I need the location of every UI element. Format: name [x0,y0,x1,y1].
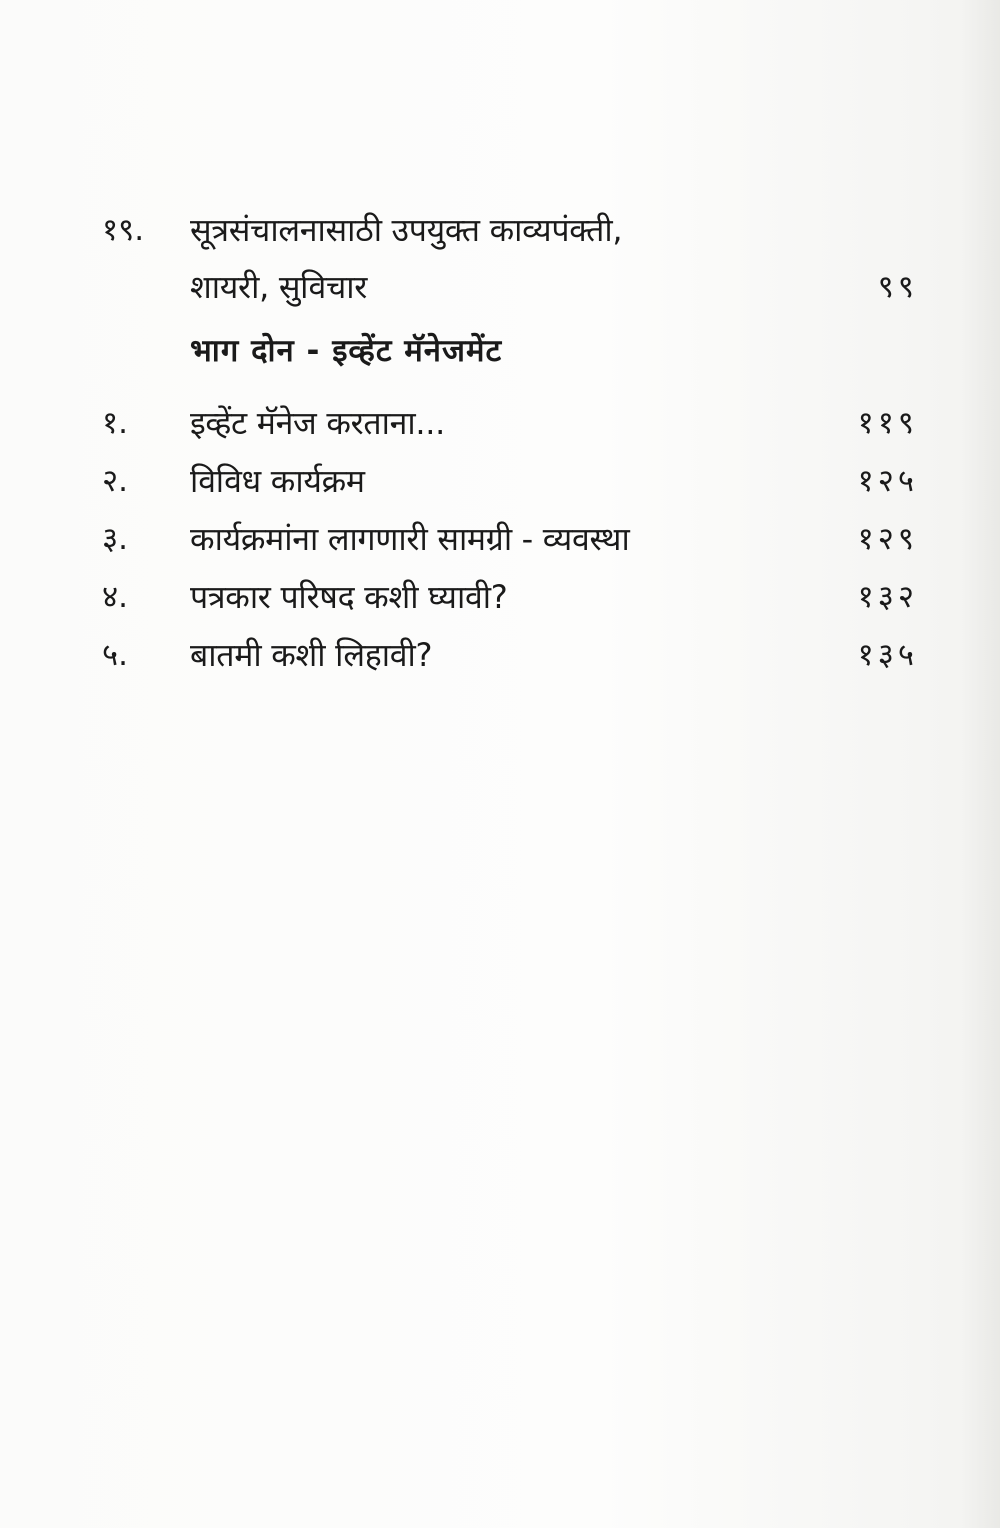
toc-entry-number: २. [102,463,128,499]
toc-entry-title: कार्यक्रमांना लागणारी सामग्री - व्यवस्था [190,520,630,558]
toc-entry [0,572,1000,622]
toc-entry-number: ५. [102,637,128,673]
toc-entry [0,514,1000,564]
toc-entry-title: सूत्रसंचालनासाठी उपयुक्त काव्यपंक्ती, [190,211,623,249]
toc-entry-page: १३२ [857,579,918,615]
toc-entry-number: ३. [102,521,128,557]
toc-entry-title-continued: शायरी, सुविचार [190,268,368,306]
toc-entry-title: इव्हेंट मॅनेज करताना... [190,404,446,442]
section-heading: भाग दोन - इव्हेंट मॅनेजमेंट [190,333,503,369]
toc-entry-number: १. [102,405,128,441]
toc-entry-19-continued [0,262,1000,312]
toc-entry-title: पत्रकार परिषद कशी घ्यावी? [190,578,508,616]
section-heading-row [0,326,1000,376]
toc-entry [0,398,1000,448]
toc-entry-title: बातमी कशी लिहावी? [190,636,433,674]
toc-entry-page: १३५ [857,637,918,673]
toc-entry-page: ११९ [857,405,918,441]
toc-entry [0,630,1000,680]
toc-entry-19 [0,205,1000,255]
toc-entry-title: विविध कार्यक्रम [190,462,365,500]
toc-entry-page: १२९ [857,521,918,557]
toc-entry-page: ९९ [877,269,918,305]
toc-entry-number: ४. [102,579,128,615]
toc-entry [0,456,1000,506]
toc-entry-number: १९. [102,212,145,248]
toc-entry-page: १२५ [857,463,918,499]
